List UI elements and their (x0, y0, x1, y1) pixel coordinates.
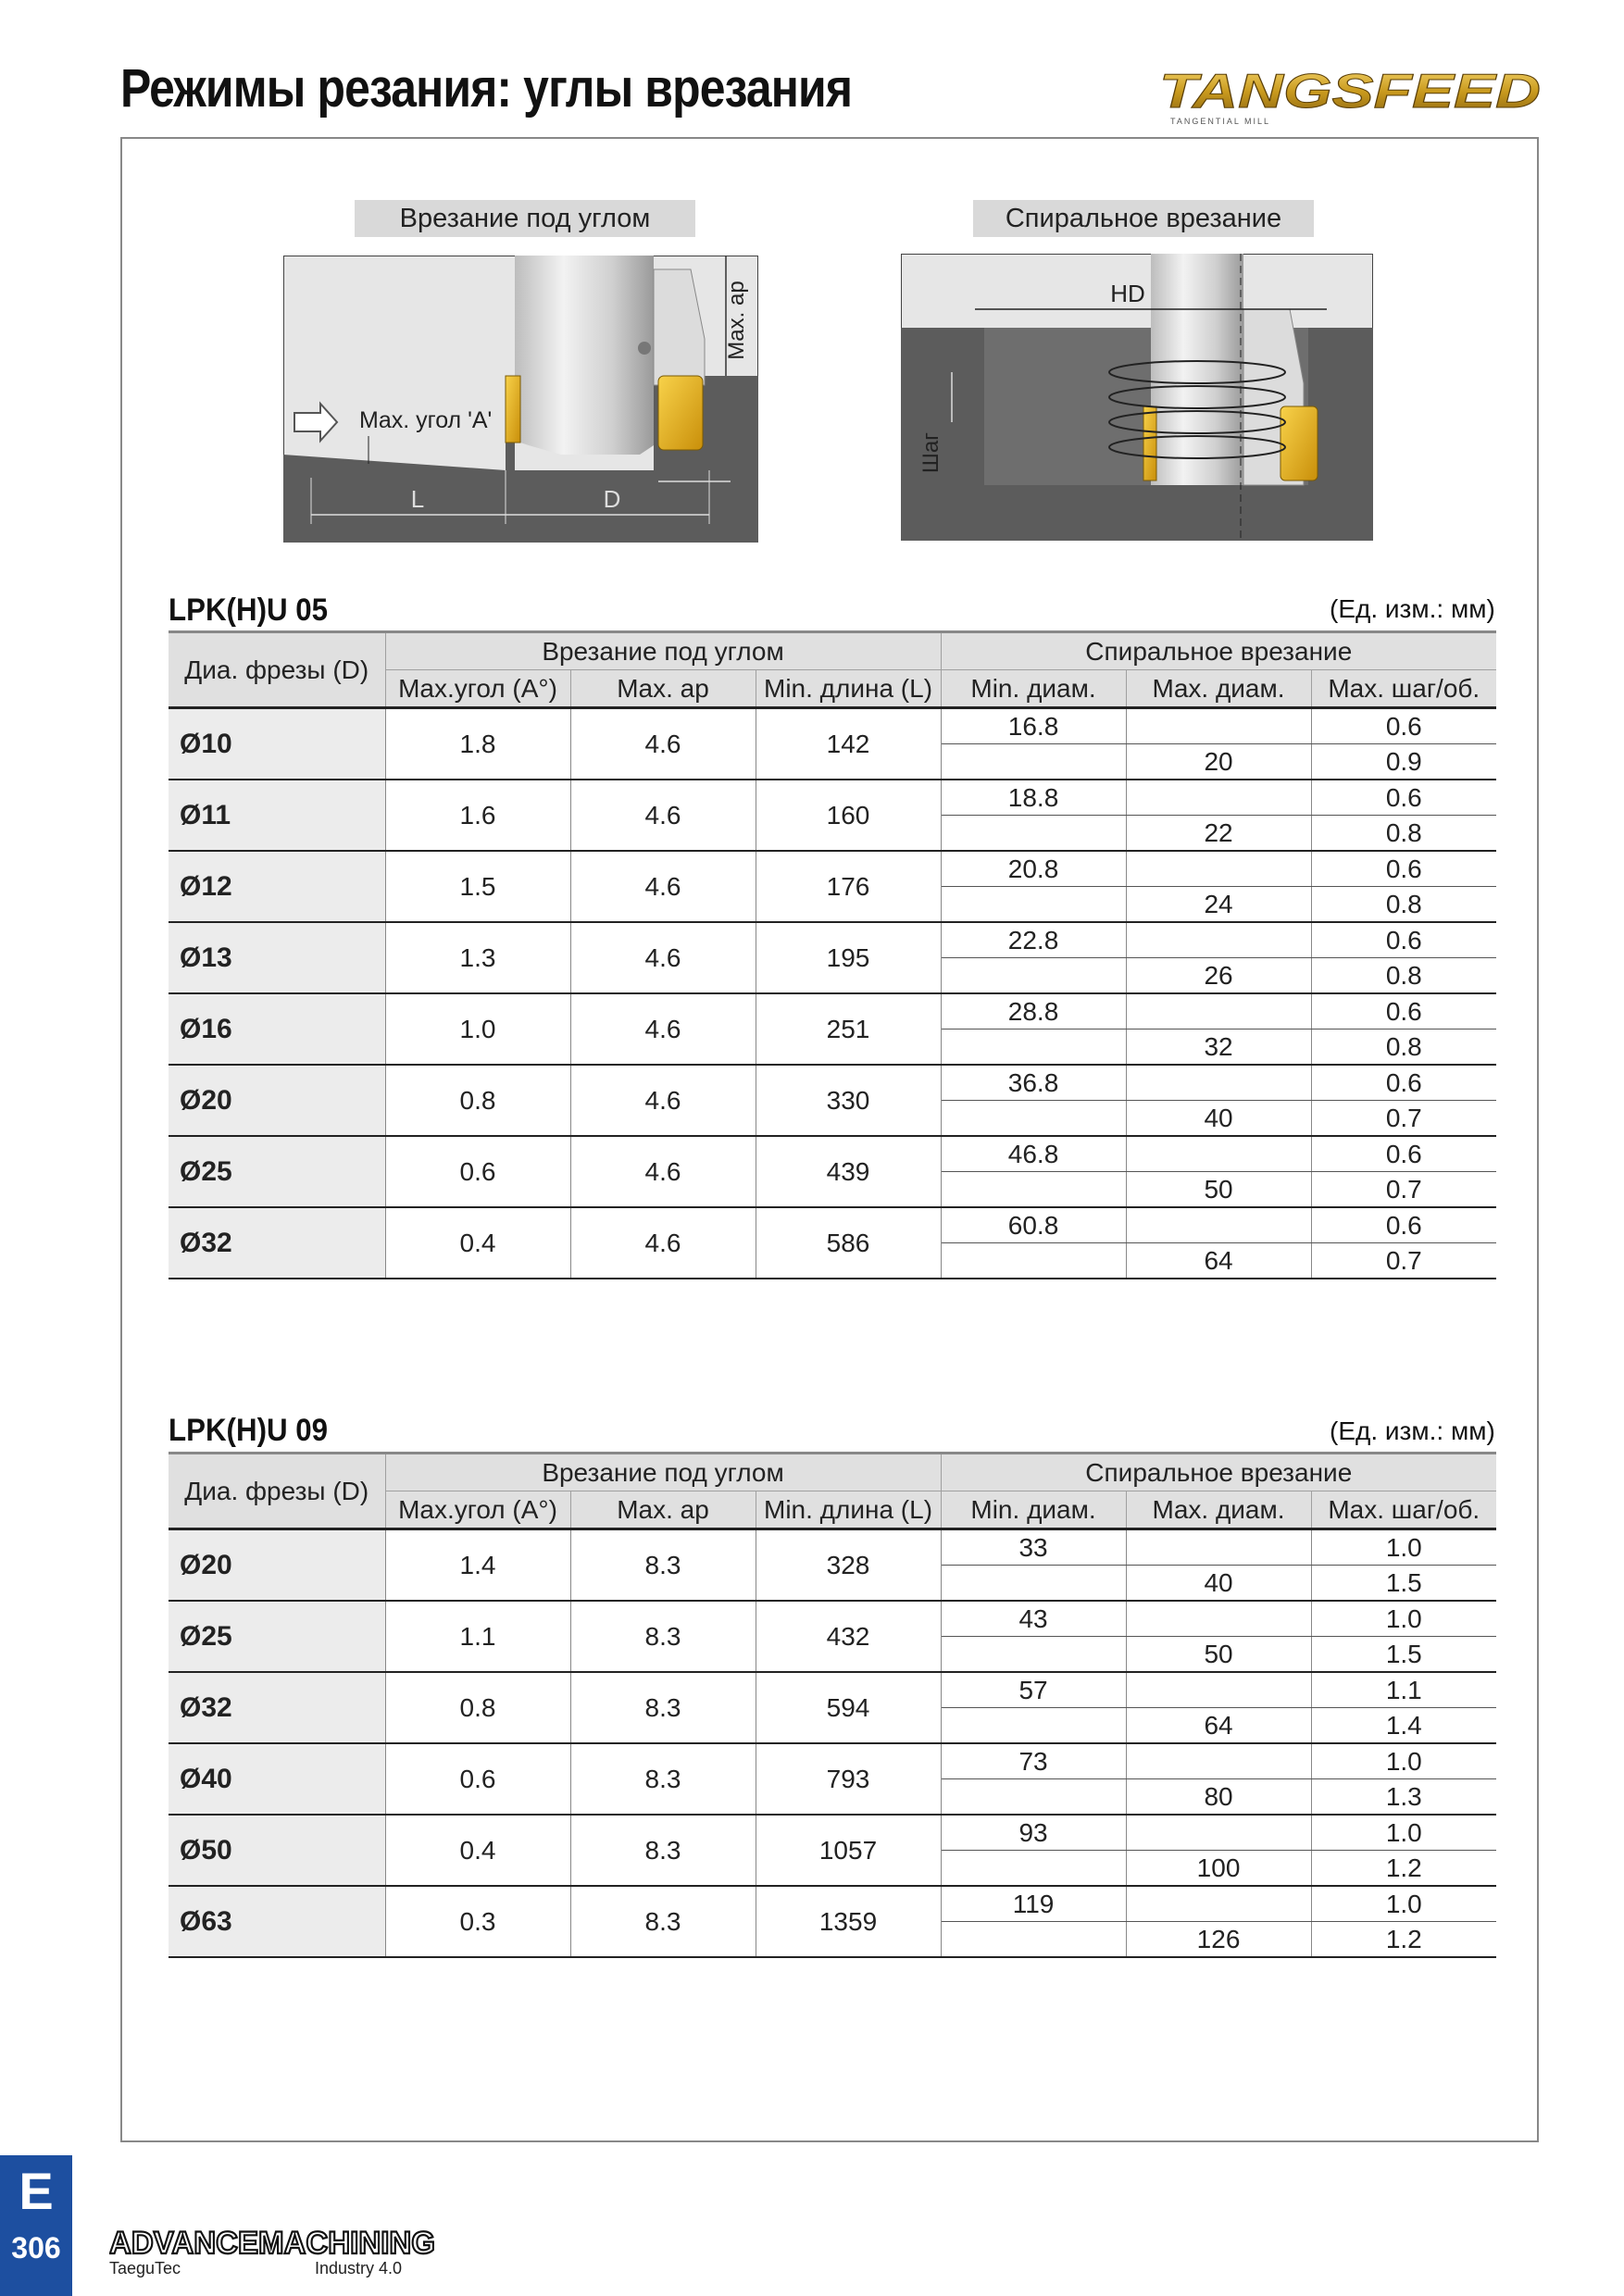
cell-max-angle: 0.4 (385, 1207, 570, 1279)
cell-min-length: 251 (756, 993, 941, 1065)
header-diameter: Диа. фрезы (D) (169, 1454, 385, 1529)
header-max-pitch: Max. шаг/об. (1311, 670, 1496, 708)
cell-max-ap: 4.6 (570, 708, 756, 780)
cell-max-angle: 0.8 (385, 1672, 570, 1743)
cell-min-dia: 20.8 (941, 851, 1126, 887)
cell-empty (941, 1029, 1126, 1066)
cell-pitch-max: 1.5 (1311, 1637, 1496, 1673)
cell-min-dia: 33 (941, 1529, 1126, 1566)
cell-pitch-max: 1.2 (1311, 1922, 1496, 1958)
cell-min-length: 160 (756, 780, 941, 851)
table-lpkhu09 (169, 1452, 1496, 1958)
cell-pitch-max: 0.8 (1311, 958, 1496, 994)
header-max-pitch: Max. шаг/об. (1311, 1491, 1496, 1529)
cell-max-dia: 32 (1126, 1029, 1311, 1066)
advance-machining-logo (109, 2220, 443, 2285)
max-angle-label: Max. угол 'A' (359, 407, 493, 433)
cell-empty (1126, 1601, 1311, 1637)
table-row (169, 780, 1496, 816)
cell-max-dia: 50 (1126, 1172, 1311, 1208)
cell-max-ap: 8.3 (570, 1886, 756, 1957)
cell-min-length: 586 (756, 1207, 941, 1279)
table-row (169, 922, 1496, 958)
cell-min-length: 1057 (756, 1815, 941, 1886)
ramp-figure-caption: Врезание под углом (355, 200, 695, 237)
table-row (169, 1601, 1496, 1637)
cell-empty (941, 1922, 1126, 1958)
cell-empty (941, 1243, 1126, 1279)
cell-min-dia: 57 (941, 1672, 1126, 1708)
cell-max-angle: 1.5 (385, 851, 570, 922)
cell-max-angle: 1.3 (385, 922, 570, 993)
table-row (169, 851, 1496, 887)
pitch-label: Шаг (918, 431, 943, 474)
cell-pitch-min: 0.6 (1311, 780, 1496, 816)
table-row (169, 1815, 1496, 1851)
cell-empty (1126, 922, 1311, 958)
cell-empty (1126, 1136, 1311, 1172)
cell-max-ap: 4.6 (570, 993, 756, 1065)
l-label: L (410, 485, 425, 513)
cell-max-angle: 0.8 (385, 1065, 570, 1136)
cell-diameter: Ø25 (169, 1136, 385, 1207)
header-max-angle: Max.угол (A°) (385, 670, 570, 708)
cell-empty (941, 1172, 1126, 1208)
cell-empty (1126, 1743, 1311, 1779)
cell-pitch-max: 0.7 (1311, 1101, 1496, 1137)
cell-empty (1126, 1672, 1311, 1708)
page-title: Режимы резания: углы врезания (120, 58, 853, 119)
footer-logo-left: TaeguTec (109, 2259, 181, 2277)
header-max-angle: Max.угол (A°) (385, 1491, 570, 1529)
cell-max-dia: 64 (1126, 1708, 1311, 1744)
table-row (169, 1136, 1496, 1172)
cell-pitch-min: 1.0 (1311, 1815, 1496, 1851)
cell-min-dia: 43 (941, 1601, 1126, 1637)
cell-diameter: Ø11 (169, 780, 385, 851)
cell-pitch-min: 0.6 (1311, 1207, 1496, 1243)
footer-logo-right: Industry 4.0 (315, 2259, 403, 2277)
header-min-dia: Min. диам. (941, 670, 1126, 708)
cell-pitch-min: 0.6 (1311, 993, 1496, 1029)
cell-max-angle: 1.8 (385, 708, 570, 780)
cell-pitch-min: 1.0 (1311, 1743, 1496, 1779)
cell-empty (1126, 780, 1311, 816)
table-row (169, 708, 1496, 744)
cell-max-dia: 20 (1126, 744, 1311, 780)
cell-pitch-max: 1.2 (1311, 1851, 1496, 1887)
cell-max-ap: 4.6 (570, 1136, 756, 1207)
header-max-dia: Max. диам. (1126, 1491, 1311, 1529)
section-letter: E (19, 2162, 54, 2220)
cell-max-dia: 126 (1126, 1922, 1311, 1958)
cell-diameter: Ø40 (169, 1743, 385, 1815)
cell-diameter: Ø16 (169, 993, 385, 1065)
cell-empty (1126, 708, 1311, 744)
ramp-diagram (283, 256, 758, 543)
cell-empty (1126, 993, 1311, 1029)
cell-min-dia: 36.8 (941, 1065, 1126, 1101)
header-max-ap: Max. ap (570, 670, 756, 708)
table-row (169, 993, 1496, 1029)
cell-max-ap: 8.3 (570, 1815, 756, 1886)
cell-diameter: Ø20 (169, 1529, 385, 1602)
cell-diameter: Ø20 (169, 1065, 385, 1136)
cell-empty (941, 887, 1126, 923)
cell-max-dia: 40 (1126, 1566, 1311, 1602)
table-lpkhu05 (169, 630, 1496, 1279)
cell-diameter: Ø32 (169, 1672, 385, 1743)
table2-unit: (Ед. изм.: мм) (1330, 1416, 1495, 1445)
brand-text: TANGSFEED (1159, 65, 1541, 119)
d-label: D (603, 485, 621, 513)
cell-pitch-min: 0.6 (1311, 851, 1496, 887)
table-row (169, 1743, 1496, 1779)
table-row (169, 1529, 1496, 1566)
cell-max-angle: 0.6 (385, 1743, 570, 1815)
cell-pitch-min: 1.0 (1311, 1601, 1496, 1637)
cell-max-ap: 8.3 (570, 1743, 756, 1815)
cell-min-length: 176 (756, 851, 941, 922)
cell-diameter: Ø50 (169, 1815, 385, 1886)
table-row (169, 1207, 1496, 1243)
cell-diameter: Ø12 (169, 851, 385, 922)
cell-max-ap: 4.6 (570, 1065, 756, 1136)
cell-max-ap: 4.6 (570, 780, 756, 851)
cell-min-dia: 46.8 (941, 1136, 1126, 1172)
header-ramp-group: Врезание под углом (385, 632, 941, 670)
cell-min-dia: 93 (941, 1815, 1126, 1851)
cell-min-length: 793 (756, 1743, 941, 1815)
cell-min-dia: 60.8 (941, 1207, 1126, 1243)
cell-empty (1126, 851, 1311, 887)
cell-pitch-max: 1.3 (1311, 1779, 1496, 1816)
header-ramp-group: Врезание под углом (385, 1454, 941, 1491)
header-diameter: Диа. фрезы (D) (169, 632, 385, 708)
cell-min-dia: 119 (941, 1886, 1126, 1922)
cell-max-dia: 24 (1126, 887, 1311, 923)
cell-pitch-max: 0.7 (1311, 1172, 1496, 1208)
cell-empty (941, 1101, 1126, 1137)
cell-max-ap: 4.6 (570, 851, 756, 922)
cell-diameter: Ø63 (169, 1886, 385, 1957)
cell-empty (941, 1851, 1126, 1887)
cell-min-dia: 73 (941, 1743, 1126, 1779)
cell-max-angle: 1.4 (385, 1529, 570, 1602)
cell-min-dia: 16.8 (941, 708, 1126, 744)
cell-empty (1126, 1207, 1311, 1243)
header-helical-group: Спиральное врезание (941, 1454, 1496, 1491)
header-min-dia: Min. диам. (941, 1491, 1126, 1529)
header-max-ap: Max. ap (570, 1491, 756, 1529)
cell-max-angle: 1.0 (385, 993, 570, 1065)
cell-empty (941, 1708, 1126, 1744)
cell-empty (941, 816, 1126, 852)
cell-empty (941, 1637, 1126, 1673)
tangsfeed-logo (1157, 65, 1546, 130)
footer-logo-main: ADVANCEMACHINING (109, 2226, 435, 2261)
header-max-dia: Max. диам. (1126, 670, 1311, 708)
header-min-length: Min. длина (L) (756, 670, 941, 708)
cell-empty (1126, 1886, 1311, 1922)
table2-title: LPK(H)U 09 (169, 1413, 329, 1448)
cell-max-ap: 8.3 (570, 1672, 756, 1743)
cell-pitch-max: 0.9 (1311, 744, 1496, 780)
cell-max-ap: 4.6 (570, 922, 756, 993)
cell-pitch-min: 1.1 (1311, 1672, 1496, 1708)
max-ap-label: Max. ap (724, 281, 749, 360)
cell-min-length: 195 (756, 922, 941, 993)
cell-pitch-min: 1.0 (1311, 1886, 1496, 1922)
cell-max-angle: 0.6 (385, 1136, 570, 1207)
helical-figure-caption: Спиральное врезание (973, 200, 1314, 237)
cell-min-length: 330 (756, 1065, 941, 1136)
cell-max-ap: 8.3 (570, 1601, 756, 1672)
cell-max-dia: 80 (1126, 1779, 1311, 1816)
cell-diameter: Ø32 (169, 1207, 385, 1279)
cell-pitch-max: 0.8 (1311, 1029, 1496, 1066)
cell-pitch-min: 1.0 (1311, 1529, 1496, 1566)
cell-max-angle: 1.1 (385, 1601, 570, 1672)
cell-max-ap: 4.6 (570, 1207, 756, 1279)
cell-max-dia: 100 (1126, 1851, 1311, 1887)
hd-label: HD (1110, 280, 1145, 307)
table-row (169, 1672, 1496, 1708)
cell-pitch-max: 1.5 (1311, 1566, 1496, 1602)
cell-min-length: 1359 (756, 1886, 941, 1957)
cell-min-length: 432 (756, 1601, 941, 1672)
cell-diameter: Ø13 (169, 922, 385, 993)
cell-empty (941, 1779, 1126, 1816)
table-row (169, 1065, 1496, 1101)
cell-max-ap: 8.3 (570, 1529, 756, 1602)
header-helical-group: Спиральное врезание (941, 632, 1496, 670)
cell-min-dia: 18.8 (941, 780, 1126, 816)
cell-diameter: Ø25 (169, 1601, 385, 1672)
cell-empty (1126, 1529, 1311, 1566)
header-min-length: Min. длина (L) (756, 1491, 941, 1529)
brand-subtext: TANGENTIAL MILL (1170, 117, 1271, 126)
cell-empty (1126, 1065, 1311, 1101)
table1-unit: (Ед. изм.: мм) (1330, 594, 1495, 623)
table-row (169, 1886, 1496, 1922)
page-number: 306 (11, 2231, 61, 2265)
cell-min-length: 439 (756, 1136, 941, 1207)
table1-title: LPK(H)U 05 (169, 593, 329, 628)
cell-empty (941, 958, 1126, 994)
cell-diameter: Ø10 (169, 708, 385, 780)
cell-pitch-min: 0.6 (1311, 1136, 1496, 1172)
cell-max-dia: 40 (1126, 1101, 1311, 1137)
cell-empty (941, 1566, 1126, 1602)
cell-pitch-max: 0.8 (1311, 887, 1496, 923)
cell-max-angle: 0.4 (385, 1815, 570, 1886)
cell-max-angle: 1.6 (385, 780, 570, 851)
cell-min-dia: 28.8 (941, 993, 1126, 1029)
cell-pitch-min: 0.6 (1311, 708, 1496, 744)
cell-pitch-max: 0.7 (1311, 1243, 1496, 1279)
cell-min-length: 328 (756, 1529, 941, 1602)
cell-pitch-max: 0.8 (1311, 816, 1496, 852)
cell-max-angle: 0.3 (385, 1886, 570, 1957)
cell-min-length: 142 (756, 708, 941, 780)
cell-pitch-min: 0.6 (1311, 1065, 1496, 1101)
cell-min-length: 594 (756, 1672, 941, 1743)
cell-pitch-min: 0.6 (1311, 922, 1496, 958)
cell-empty (1126, 1815, 1311, 1851)
cell-empty (941, 744, 1126, 780)
cell-max-dia: 50 (1126, 1637, 1311, 1673)
cell-max-dia: 26 (1126, 958, 1311, 994)
cell-max-dia: 22 (1126, 816, 1311, 852)
helical-diagram (901, 254, 1373, 541)
cell-min-dia: 22.8 (941, 922, 1126, 958)
cell-max-dia: 64 (1126, 1243, 1311, 1279)
cell-pitch-max: 1.4 (1311, 1708, 1496, 1744)
